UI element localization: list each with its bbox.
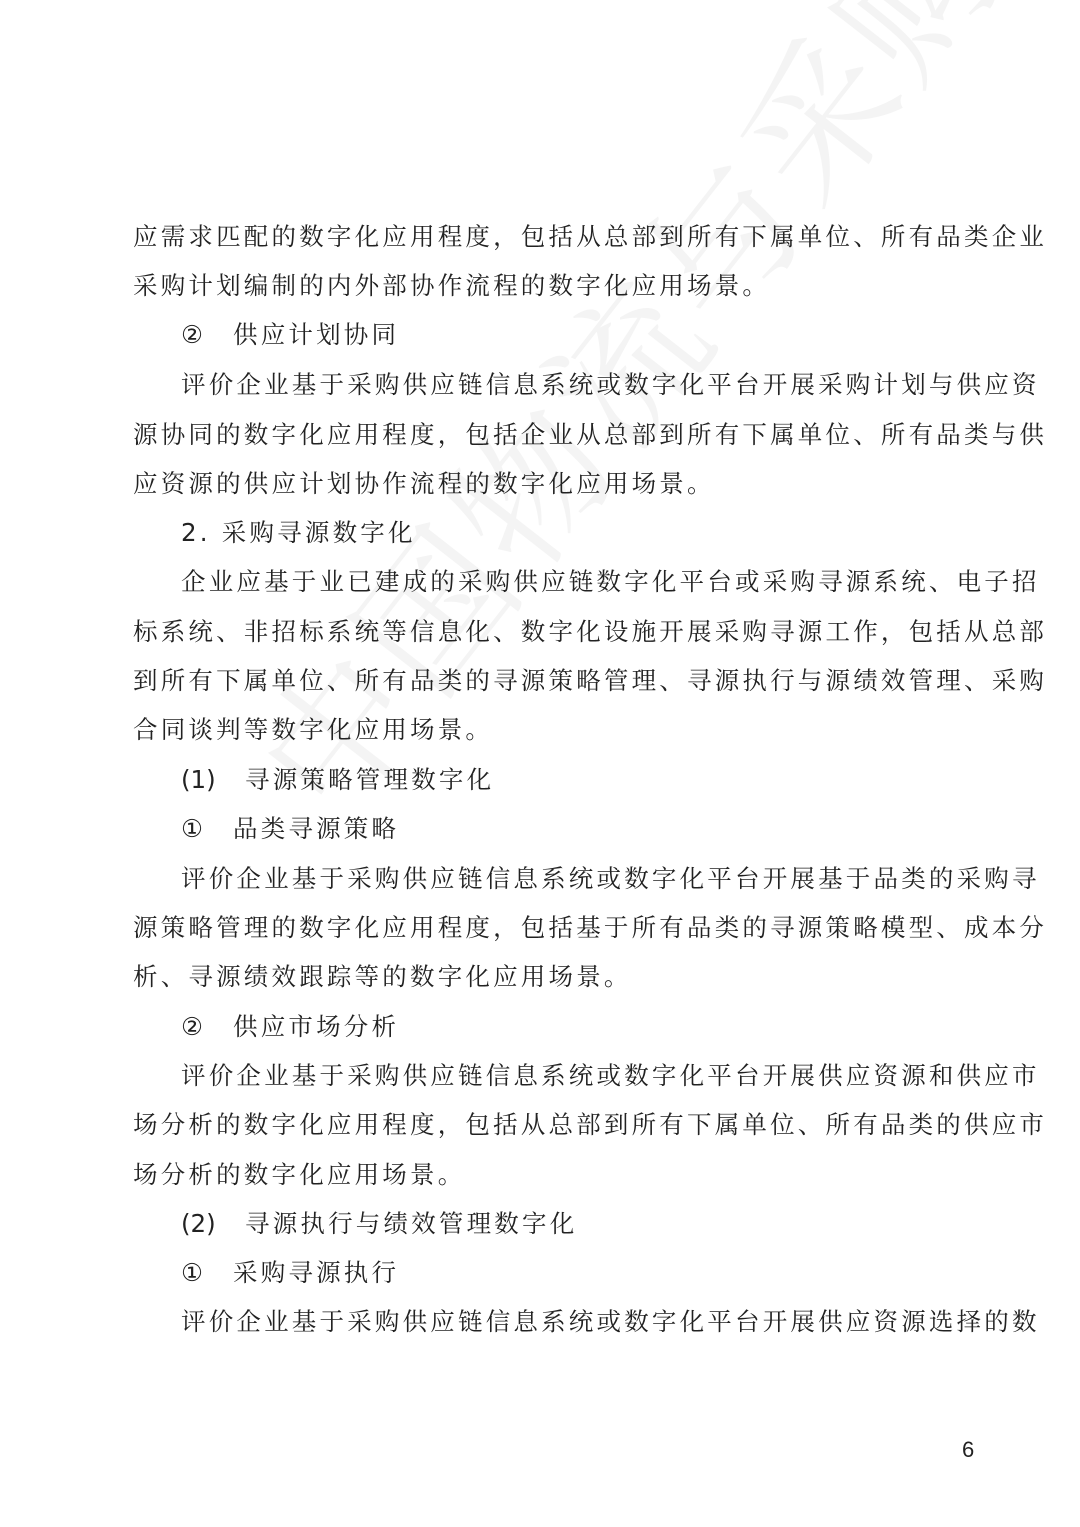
page-number: 6	[962, 1437, 975, 1462]
heading-text: 采购寻源数字化	[221, 518, 416, 547]
heading-number: ②	[181, 320, 203, 349]
section-heading	[181, 765, 1041, 795]
body-line: 评价企业基于采购供应链信息系统或数字化平台开展供应资源选择的数	[181, 1307, 1040, 1336]
heading-text: 采购寻源执行	[233, 1258, 400, 1287]
body-line: 到所有下属单位、所有品类的寻源策略管理、寻源执行与源绩效管理、采购	[133, 666, 1048, 695]
heading-number: ②	[181, 1012, 203, 1041]
heading-text: 供应计划协同	[233, 320, 400, 349]
body-line: 评价企业基于采购供应链信息系统或数字化平台开展供应资源和供应市	[181, 1061, 1040, 1090]
heading-number: 2.	[181, 518, 211, 547]
body-line: 采购计划编制的内外部协作流程的数字化应用场景。	[133, 271, 771, 300]
section-heading	[181, 320, 1041, 350]
body-line: 场分析的数字化应用场景。	[133, 1160, 466, 1189]
body-line: 合同谈判等数字化应用场景。	[133, 715, 494, 744]
body-line: 场分析的数字化应用程度，包括从总部到所有下属单位、所有品类的供应市	[133, 1110, 1048, 1139]
section-heading	[181, 814, 1041, 844]
body-line: 源协同的数字化应用程度，包括企业从总部到所有下属单位、所有品类与供	[133, 420, 1048, 449]
heading-number: (1)	[181, 765, 216, 794]
section-heading	[181, 1012, 1041, 1042]
section-heading	[181, 1209, 1041, 1239]
body-line: 标系统、非招标系统等信息化、数字化设施开展采购寻源工作，包括从总部	[133, 617, 1048, 646]
body-line: 应资源的供应计划协作流程的数字化应用场景。	[133, 469, 715, 498]
heading-text: 寻源执行与绩效管理数字化	[245, 1209, 578, 1238]
body-line: 源策略管理的数字化应用程度，包括基于所有品类的寻源策略模型、成本分	[133, 913, 1048, 942]
body-line: 企业应基于业已建成的采购供应链数字化平台或采购寻源系统、电子招	[181, 567, 1040, 596]
heading-text: 供应市场分析	[233, 1012, 400, 1041]
heading-number: ①	[181, 814, 203, 843]
heading-text: 寻源策略管理数字化	[245, 765, 495, 794]
section-heading	[181, 1258, 1041, 1288]
body-line: 评价企业基于采购供应链信息系统或数字化平台开展采购计划与供应资	[181, 370, 1040, 399]
heading-number: (2)	[181, 1209, 216, 1238]
heading-number: ①	[181, 1258, 203, 1287]
body-line: 应需求匹配的数字化应用程度，包括从总部到所有下属单位、所有品类企业	[133, 222, 1048, 251]
body-line: 评价企业基于采购供应链信息系统或数字化平台开展基于品类的采购寻	[181, 864, 1040, 893]
section-heading	[181, 518, 1041, 548]
heading-text: 品类寻源策略	[233, 814, 400, 843]
body-line: 析、寻源绩效跟踪等的数字化应用场景。	[133, 962, 632, 991]
